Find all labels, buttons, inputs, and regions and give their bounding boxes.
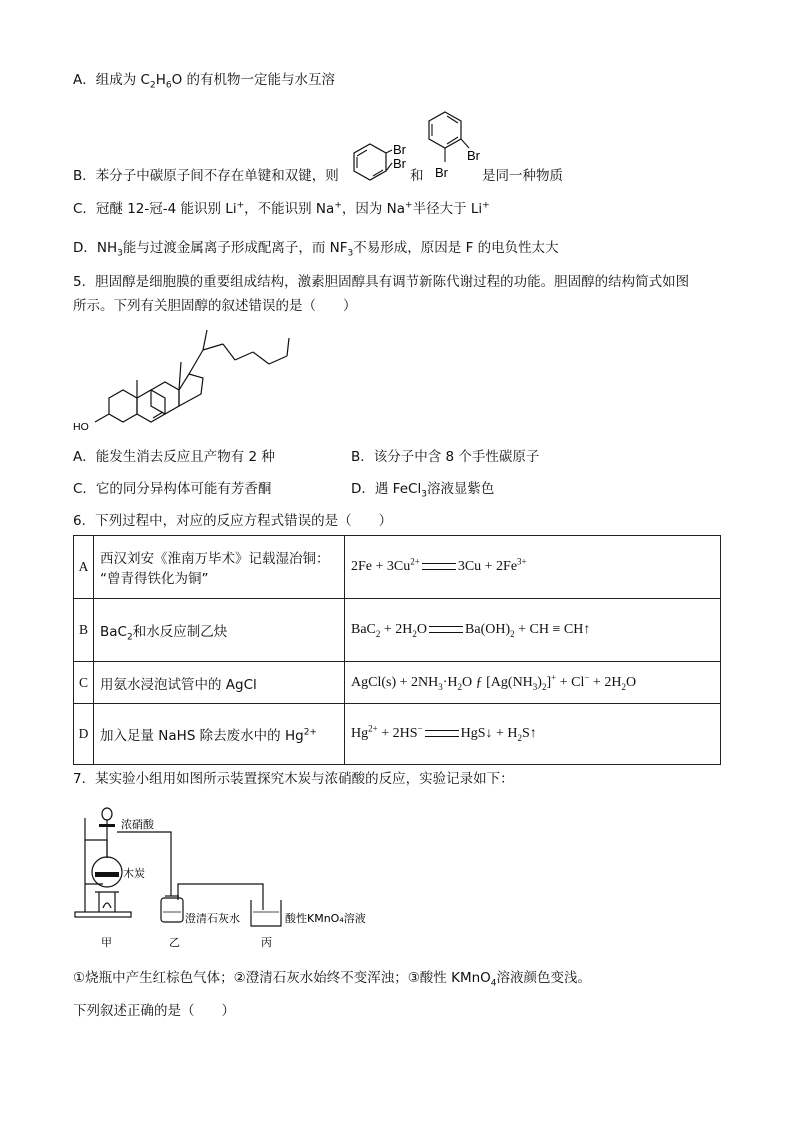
row-process: 西汉刘安《淮南万毕术》记载湿冶铜： “曾青得铁化为铜” [94, 536, 345, 599]
row-key: A [74, 536, 94, 599]
q5-option-c: C．它的同分异构体可能有芳香酮 [73, 481, 272, 497]
experiment-apparatus [73, 800, 393, 950]
br-label: Br [435, 165, 448, 180]
q5-stem-line1: 5．胆固醇是细胞膜的重要组成结构，激素胆固醇具有调节新陈代谢过程的功能。胆固醇的结构简式如图 [73, 274, 690, 290]
table-row [74, 536, 721, 599]
q5-option-a: A．能发生消去反应且产物有 2 种 [73, 449, 275, 465]
row-process: 加入足量 NaHS 除去废水中的 $Hg^{2+}$ [94, 704, 345, 765]
row-key: B [74, 599, 94, 662]
label-bing: 丙 [261, 936, 272, 949]
q4-option-c: C．冠醚 12-冠-4 能识别 Li+，不能识别 Na+，因为 Na+半径大于 Li+ [73, 200, 490, 217]
row-equation: $BaC_2 + 2H_2O$ $Ba(OH)_2$ + CH ≡ CH↑ [345, 599, 721, 662]
q7-stem: 7．某实验小组用如图所示装置探究木炭与浓硝酸的反应，实验记录如下： [73, 771, 514, 787]
row-equation: AgCl(s) + $2NH_3\cdot H_2O$ ƒ $[Ag(NH_3)_2]^+ + Cl^- + 2H_2O$ [345, 662, 721, 704]
label-yi: 乙 [169, 936, 180, 949]
label-conc-nitric-acid: 浓硝酸 [121, 818, 154, 831]
table-row [74, 704, 721, 765]
row-equation: $2Fe + 3Cu^{2+}$ $3Cu + 2Fe^{3+}$ [345, 536, 721, 599]
br-label: Br [393, 156, 406, 171]
row-equation: $Hg^{2+} + 2HS^-$ HgS↓ + $H_2S↑$ [345, 704, 721, 765]
row-process: 用氨水浸泡试管中的 AgCl [94, 662, 345, 704]
label-jia: 甲 [101, 936, 112, 949]
q4-option-b: B．苯分子中碳原子间不存在单键和双键，则 [73, 168, 339, 184]
row-process: BaC$_2$和水反应制乙炔 [94, 599, 345, 662]
q5-stem-line2: 所示。下列有关胆固醇的叙述错误的是（ ） [73, 298, 357, 314]
row-key: C [74, 662, 94, 704]
row-key: D [74, 704, 94, 765]
label-kmno4: 酸性KMnO₄溶液 [285, 912, 366, 925]
q6-table [73, 535, 721, 765]
cholesterol-structure [73, 322, 313, 440]
q7-observations: ①烧瓶中产生红棕色气体；②澄清石灰水始终不变浑浊；③酸性 KMnO$_4$溶液颜色变浅。 [73, 970, 592, 989]
label-charcoal: 木炭 [123, 867, 145, 880]
table-row [74, 599, 721, 662]
q4-b-and: 和 [410, 168, 424, 184]
q6-stem: 6．下列过程中，对应的反应方程式错误的是（ ） [73, 513, 393, 529]
q4-b-tail: 是同一种物质 [482, 168, 563, 184]
br-label: Br [393, 142, 406, 157]
q5-option-b: B．该分子中含 8 个手性碳原子 [351, 449, 540, 465]
q5-option-d: D．遇 FeCl$_3$溶液显紫色 [351, 481, 495, 500]
o-dibromobenzene-structure-1 [340, 130, 420, 188]
q4-option-d: D．$NH_3$能与过渡金属离子形成配离子，而 $NF_3$不易形成，原因是 F 的电负性太大 [73, 240, 559, 259]
label-limewater: 澄清石灰水 [185, 912, 240, 925]
q4-option-a: A．组成为 $C_2H_6O$ 的有机物一定能与水互溶 [73, 72, 335, 91]
ho-label: HO [73, 421, 89, 433]
br-label: Br [467, 148, 480, 163]
q7-question: 下列叙述正确的是（ ） [73, 1003, 235, 1019]
table-row [74, 662, 721, 704]
